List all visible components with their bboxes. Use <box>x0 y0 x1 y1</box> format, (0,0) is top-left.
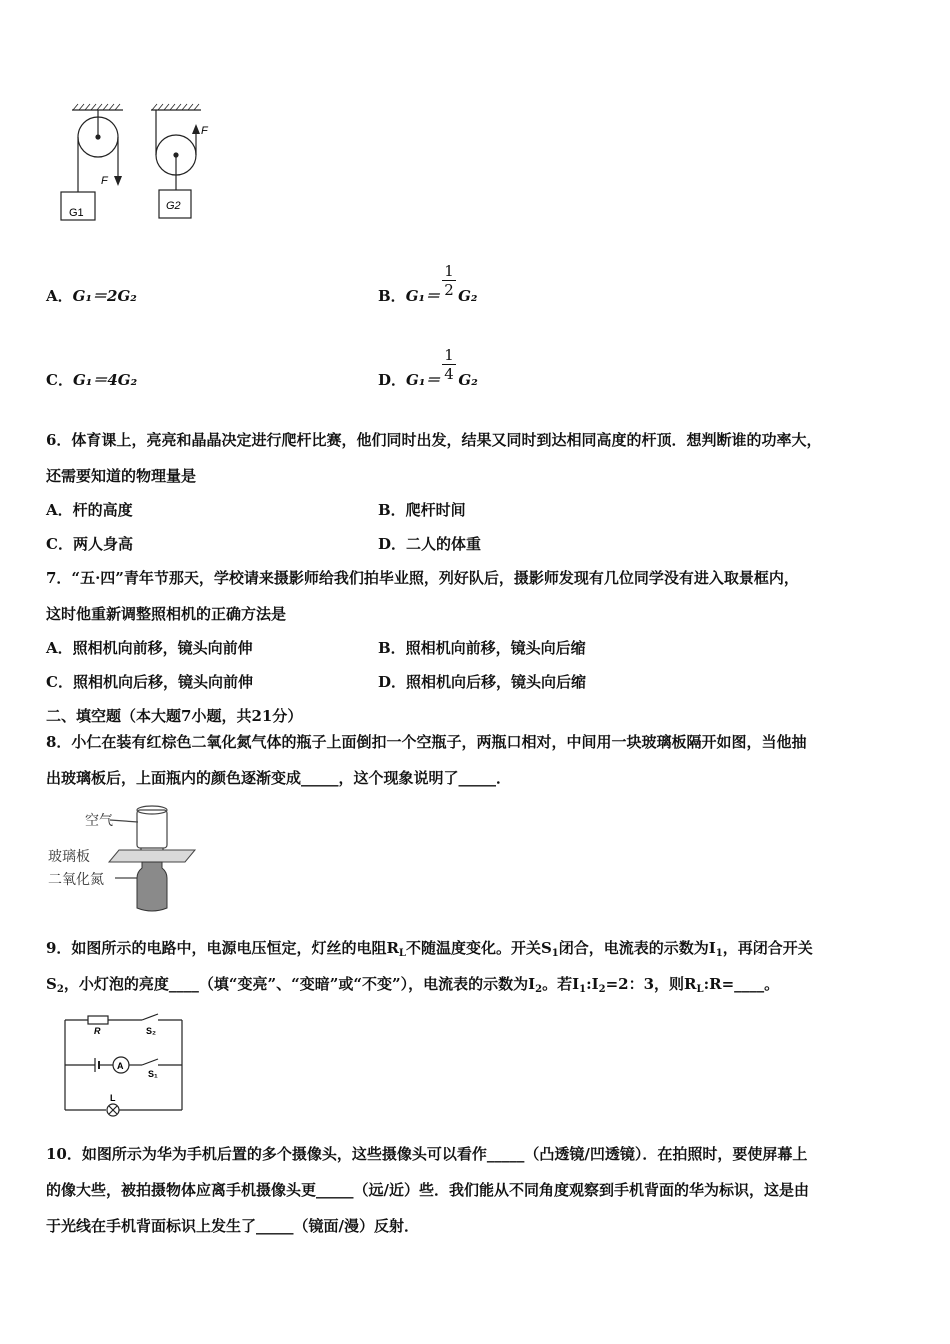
q6-option-c: C．两人身高 <box>46 535 133 553</box>
q5-option-a: A．G₁＝2G₂ <box>46 287 137 305</box>
switch-s1-label: S₁ <box>148 1069 158 1079</box>
bottles-figure <box>45 800 200 915</box>
block-g1-label: G1 <box>69 207 84 219</box>
block-g2-label: G2 <box>166 200 181 212</box>
q6-stem-line2: 还需要知道的物理量是 <box>46 467 197 485</box>
resistor-label: R <box>94 1026 101 1036</box>
q7-stem-line1: 7．“五·四”青年节那天，学校请来摄影师给我们拍毕业照，列好队后，摄影师发现有几位同学没有进入取景框内， <box>46 569 799 587</box>
q5-fraction-b: $\frac{1}{2}$ <box>442 262 456 299</box>
ammeter-label: A <box>117 1061 124 1071</box>
q9-stem-line2: $S_2$，小灯泡的亮度____（填“变亮”、“变暗”或“不变”），电流表的示数为$I_2$。若$I_1:I_2=2$：3，则$R_L:R=\_\_\_\_$。 <box>46 975 780 995</box>
q8-stem-line1: 8．小仁在装有红棕色二氧化氮气体的瓶子上面倒扣一个空瓶子，两瓶口相对，中间用一块玻璃板隔开如图，当他抽 <box>46 733 807 751</box>
q7-stem-line2: 这时他重新调整照相机的正确方法是 <box>46 605 287 623</box>
q5-option-c: C．G₁＝4G₂ <box>46 371 138 389</box>
force-label-right: F <box>201 125 208 137</box>
q5-fraction-d: $\frac{1}{4}$ <box>442 346 456 383</box>
air-label: 空气 <box>85 812 113 828</box>
q6-option-b: B．爬杆时间 <box>378 501 466 519</box>
q5-option-b: B．G₁＝ G₂ <box>378 287 478 305</box>
section-title: 二、填空题（本大题7小题，共21分） <box>46 707 303 725</box>
q6-option-d: D．二人的体重 <box>378 535 482 553</box>
q8-stem-line2: 出玻璃板后，上面瓶内的颜色逐渐变成_____，这个现象说明了_____． <box>46 769 512 787</box>
switch-s2-label: S₂ <box>146 1026 157 1036</box>
q7-option-d: D．照相机向后移，镜头向后缩 <box>378 673 587 691</box>
no2-label: 二氧化氮 <box>48 871 104 887</box>
q10-stem-line2: 的像大些，被拍摄物体应离手机摄像头更_____（远/近）些．我们能从不同角度观察到手机背面的华为标识，这是由 <box>46 1181 809 1199</box>
lamp-label: L <box>110 1093 116 1103</box>
q7-option-c: C．照相机向后移，镜头向前伸 <box>46 673 253 691</box>
pulley-figure <box>55 100 215 225</box>
q5-option-d: D．G₁＝ G₂ <box>378 371 478 389</box>
q6-option-a: A．杆的高度 <box>46 501 133 519</box>
q7-option-a: A．照相机向前移，镜头向前伸 <box>46 639 253 657</box>
circuit-figure <box>60 1010 190 1120</box>
q7-option-b: B．照相机向前移，镜头向后缩 <box>378 639 586 657</box>
q9-stem-line1: 9．如图所示的电路中，电源电压恒定，灯丝的电阻$R_L$不随温度变化。开关$S_1$闭合，电流表的示数为$I_1$，再闭合开关 <box>46 939 813 959</box>
q10-stem-line3: 于光线在手机背面标识上发生了_____（镜面/漫）反射． <box>46 1217 419 1235</box>
glass-plate-label: 玻璃板 <box>48 848 90 864</box>
q6-stem-line1: 6．体育课上，亮亮和晶晶决定进行爬杆比赛，他们同时出发，结果又同时到达相同高度的杆顶．想判断谁的功率大， <box>46 431 822 449</box>
q10-stem-line1: 10．如图所示为华为手机后置的多个摄像头，这些摄像头可以看作_____（凸透镜/凹透镜）．在拍照时，要使屏幕上 <box>46 1145 808 1163</box>
force-label-left: F <box>101 175 108 187</box>
